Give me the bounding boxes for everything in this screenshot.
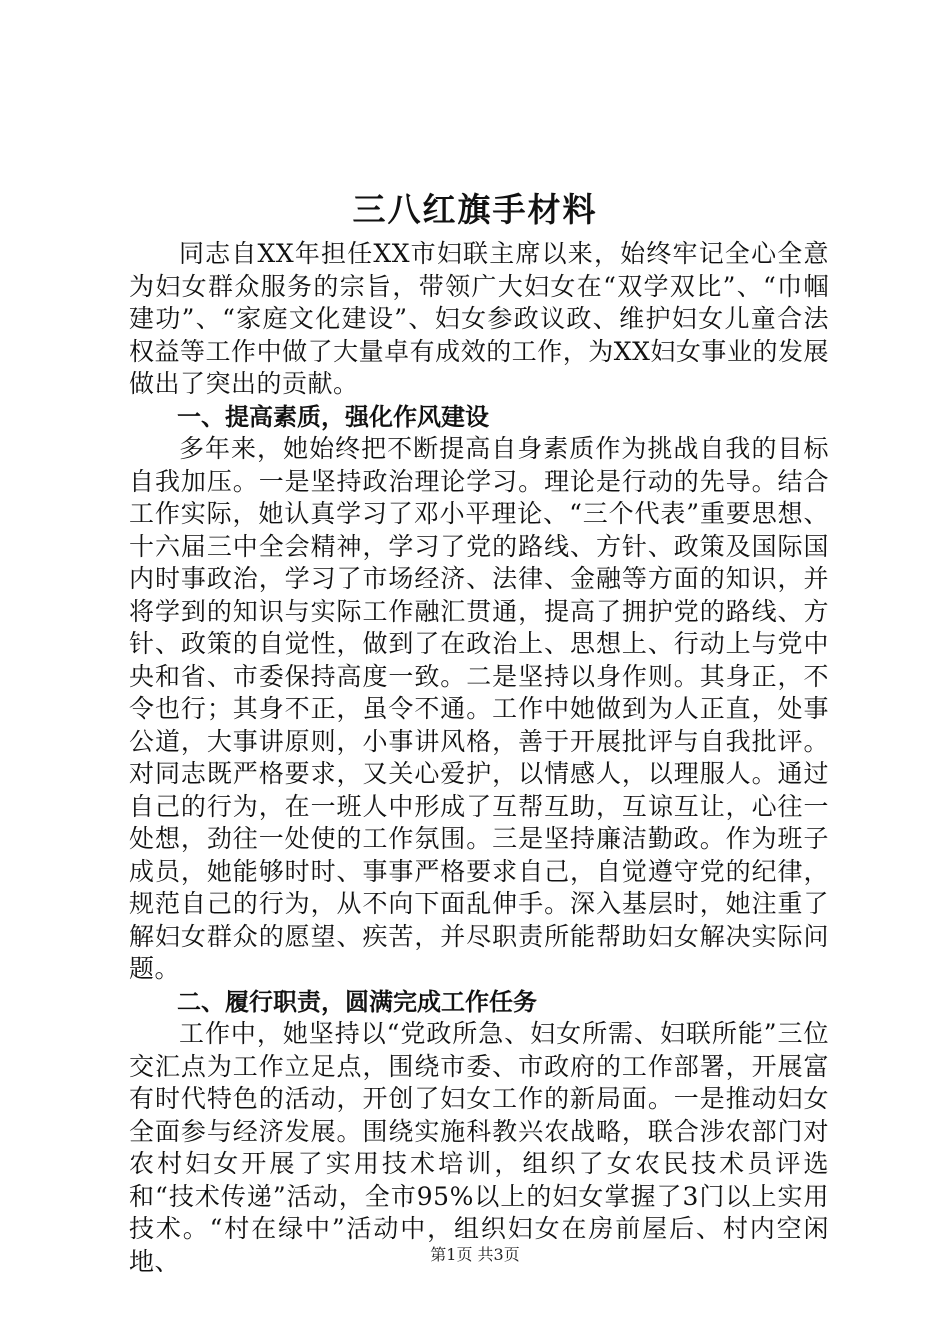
section-heading-1: 一、提高素质，强化作风建设 xyxy=(177,402,489,431)
intro-paragraph: 同志自XX年担任XX市妇联主席以来，始终牢记全心全意为妇女群众服务的宗旨，带领广大妇女在“双学双比”、“巾帼建功”、“家庭文化建设”、妇女参政议政、维护妇女儿童合法权益等工作中做了大量卓有成效的工作，为XX妇女事业的发展做出了突出的贡献。 xyxy=(129,239,829,398)
page-number-footer: 第1页 共3页 xyxy=(430,1245,520,1264)
document-body xyxy=(129,238,829,1278)
document-title: 三八红旗手材料 xyxy=(352,190,598,229)
section-paragraph-2: 工作中，她坚持以“党政所急、妇女所需、妇联所能”三位交汇点为工作立足点，围绕市委、市政府的工作部署，开展富有时代特色的活动，开创了妇女工作的新局面。一是推动妇女全面参与经济发展。围绕实施科教兴农战略，联合涉农部门对农村妇女开展了实用技术培训，组织了女农民技术员评选和“技术传递”活动，全市95%以上的妇女掌握了3门以上实用技术。“村在绿中”活动中，组织妇女在房前屋后、村内空闲地、 xyxy=(129,1019,829,1276)
section-paragraph-1: 多年来，她始终把不断提高自身素质作为挑战自我的目标自我加压。一是坚持政治理论学习。理论是行动的先导。结合工作实际，她认真学习了邓小平理论、“三个代表”重要思想、十六届三中全会精神，学习了党的路线、方针、政策及国际国内时事政治，学习了市场经济、法律、金融等方面的知识，并将学到的知识与实际工作融汇贯通，提高了拥护党的路线、方针、政策的自觉性，做到了在政治上、思想上、行动上与党中央和省、市委保持高度一致。二是坚持以身作则。其身正，不令也行；其身不正，虽令不通。工作中她做到为人正直，处事公道，大事讲原则，小事讲风格，善于开展批评与自我批评。对同志既严格要求，又关心爱护，以情感人，以理服人。通过自己的行为，在一班人中形成了互帮互助，互谅互让，心往一处想，劲往一处使的工作氛围。三是坚持廉洁勤政。作为班子成员，她能够时时、事事严格要求自己，自觉遵守党的纪律，规范自己的行为，从不向下面乱伸手。深入基层时，她注重了解妇女群众的愿望、疾苦，并尽职责所能帮助妇女解决实际问题。 xyxy=(129,434,829,983)
section-heading-2: 二、履行职责，圆满完成工作任务 xyxy=(177,987,537,1016)
